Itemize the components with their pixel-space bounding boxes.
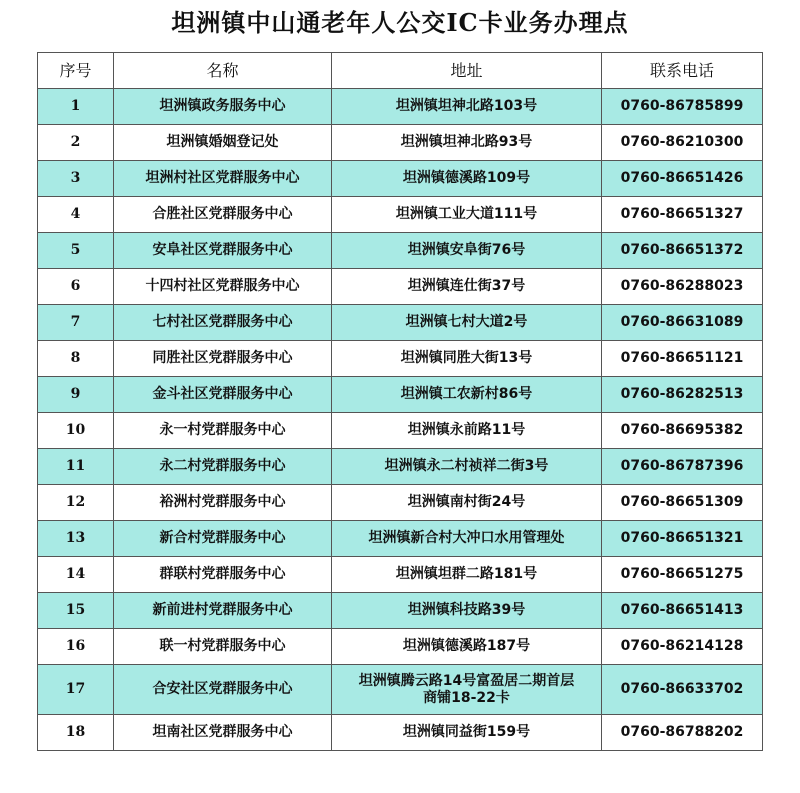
cell-address: 坦洲镇坦神北路93号 [332,125,602,161]
cell-address: 坦洲镇永前路11号 [332,413,602,449]
cell-address-line2: 商铺18-22卡 [423,689,510,706]
cell-address: 坦洲镇科技路39号 [332,593,602,629]
cell-name: 坦南社区党群服务中心 [114,715,332,751]
cell-phone: 0760-86651372 [602,233,763,269]
cell-phone: 0760-86651426 [602,161,763,197]
table-row [38,89,763,125]
cell-index: 6 [38,269,114,305]
table-row [38,377,763,413]
cell-address-line1: 坦洲镇腾云路14号富盈居二期首层 [358,672,575,689]
table-header-row [38,53,763,89]
cell-phone: 0760-86651121 [602,341,763,377]
header-name: 名称 [114,53,332,89]
table-row [38,485,763,521]
cell-phone: 0760-86787396 [602,449,763,485]
cell-phone: 0760-86651413 [602,593,763,629]
cell-address: 坦洲镇永二村祯祥二街3号 [332,449,602,485]
cell-name: 七村社区党群服务中心 [114,305,332,341]
cell-name: 新前进村党群服务中心 [114,593,332,629]
cell-phone: 0760-86631089 [602,305,763,341]
cell-address: 坦洲镇德溪路109号 [332,161,602,197]
cell-address: 坦洲镇坦群二路181号 [332,557,602,593]
cell-name: 新合村党群服务中心 [114,521,332,557]
page-title: 坦洲镇中山通老年人公交IC卡业务办理点 [171,8,629,37]
cell-address: 坦洲镇同胜大街13号 [332,341,602,377]
table-row [38,521,763,557]
cell-name: 坦洲镇政务服务中心 [114,89,332,125]
cell-name: 永二村党群服务中心 [114,449,332,485]
table-row [38,125,763,161]
table-row [38,305,763,341]
table-row [38,269,763,305]
cell-index: 18 [38,715,114,751]
cell-index: 12 [38,485,114,521]
cell-name: 永一村党群服务中心 [114,413,332,449]
cell-name: 坦洲镇婚姻登记处 [114,125,332,161]
cell-phone: 0760-86785899 [602,89,763,125]
cell-name: 同胜社区党群服务中心 [114,341,332,377]
cell-phone: 0760-86210300 [602,125,763,161]
cell-name: 联一村党群服务中心 [114,629,332,665]
cell-address [332,665,602,715]
cell-name: 金斗社区党群服务中心 [114,377,332,413]
cell-phone: 0760-86214128 [602,629,763,665]
cell-index: 3 [38,161,114,197]
cell-index: 10 [38,413,114,449]
header-index: 序号 [38,53,114,89]
table-row [38,161,763,197]
table-row [38,629,763,665]
cell-address: 坦洲镇德溪路187号 [332,629,602,665]
table-row [38,413,763,449]
cell-index: 4 [38,197,114,233]
cell-index: 16 [38,629,114,665]
cell-address: 坦洲镇七村大道2号 [332,305,602,341]
cell-index: 1 [38,89,114,125]
header-phone: 联系电话 [602,53,763,89]
cell-phone: 0760-86651275 [602,557,763,593]
cell-phone: 0760-86788202 [602,715,763,751]
cell-name: 十四村社区党群服务中心 [114,269,332,305]
cell-address: 坦洲镇连仕街37号 [332,269,602,305]
cell-phone: 0760-86695382 [602,413,763,449]
cell-index: 8 [38,341,114,377]
cell-name: 群联村党群服务中心 [114,557,332,593]
cell-phone: 0760-86651321 [602,521,763,557]
cell-phone: 0760-86282513 [602,377,763,413]
cell-phone: 0760-86651309 [602,485,763,521]
table-row [38,557,763,593]
cell-name: 安阜社区党群服务中心 [114,233,332,269]
cell-address: 坦洲镇工业大道111号 [332,197,602,233]
cell-name: 合胜社区党群服务中心 [114,197,332,233]
cell-phone: 0760-86633702 [602,665,763,715]
table-row [38,593,763,629]
cell-phone: 0760-86651327 [602,197,763,233]
table-row [38,197,763,233]
service-points-table [37,52,763,751]
cell-address: 坦洲镇新合村大冲口水用管理处 [332,521,602,557]
cell-index: 7 [38,305,114,341]
cell-index: 17 [38,665,114,715]
cell-index: 2 [38,125,114,161]
table-row [38,449,763,485]
cell-index: 9 [38,377,114,413]
cell-address: 坦洲镇安阜街76号 [332,233,602,269]
table-row [38,715,763,751]
table-row [38,341,763,377]
cell-address: 坦洲镇工农新村86号 [332,377,602,413]
cell-phone: 0760-86288023 [602,269,763,305]
header-address: 地址 [332,53,602,89]
cell-name: 裕洲村党群服务中心 [114,485,332,521]
table-row [38,665,763,715]
cell-index: 5 [38,233,114,269]
cell-address: 坦洲镇坦神北路103号 [332,89,602,125]
cell-index: 11 [38,449,114,485]
table-row [38,233,763,269]
cell-name: 坦洲村社区党群服务中心 [114,161,332,197]
cell-index: 15 [38,593,114,629]
cell-name: 合安社区党群服务中心 [114,665,332,715]
cell-address: 坦洲镇同益街159号 [332,715,602,751]
cell-address: 坦洲镇南村街24号 [332,485,602,521]
cell-index: 14 [38,557,114,593]
cell-index: 13 [38,521,114,557]
